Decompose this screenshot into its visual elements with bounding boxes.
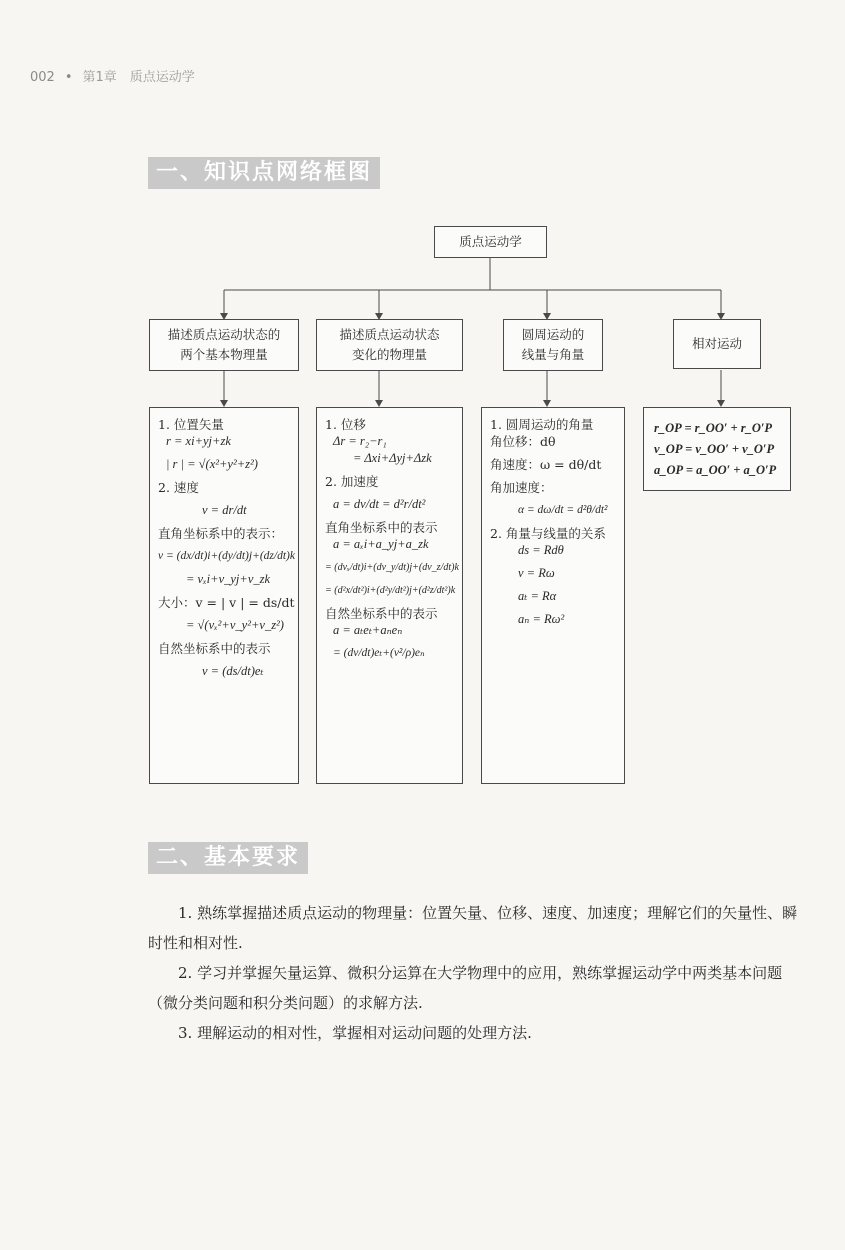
formula: v = (dx/dt)i+(dy/dt)j+(dz/dt)k (158, 550, 295, 562)
detail-box-1 (149, 407, 299, 784)
formula: = Δxi+Δyj+Δzk (353, 451, 432, 465)
formula: v = (ds/dt)eₜ (202, 664, 264, 678)
chapter-title: 第1章 质点运动学 (82, 70, 195, 85)
item: 角位移：dθ (490, 434, 556, 449)
detail-box-4 (643, 407, 791, 491)
requirement-paragraph: 2. 学习并掌握矢量运算、微积分运算在大学物理中的应用，熟练掌握运动学中两类基本问题（微分类问题和积分类问题）的求解方法. (148, 964, 783, 1012)
formula: = (d²x/dt²)i+(d²y/dt²)j+(d²z/dt²)k (325, 585, 456, 596)
branch-node-2 (316, 319, 463, 371)
item: 2. 角量与线量的关系 (490, 526, 606, 541)
branch-3-title-line-2: 线量与角量 (521, 347, 585, 362)
item: 直角坐标系中的表示 (325, 520, 438, 535)
branch-node-4 (673, 319, 761, 369)
item: 2. 加速度 (325, 474, 379, 489)
formula: a = aₓi+a_yj+a_zk (333, 537, 429, 551)
branch-node-1 (149, 319, 299, 371)
branch-2-title-line-2: 变化的物理量 (351, 347, 427, 362)
formula: aₙ = Rω² (518, 612, 565, 626)
formula: a_OP = a_OO′ + a_O′P (654, 463, 777, 477)
section-title-requirements: 二、基本要求 (148, 842, 308, 874)
branch-2-title-line-1: 描述质点运动状态 (339, 327, 440, 342)
item: 自然坐标系中的表示 (325, 606, 438, 621)
item: 大小：v = | v | = ds/dt (158, 595, 295, 610)
item: 1. 圆周运动的角量 (490, 417, 594, 432)
branch-1-title-line-1: 描述质点运动状态的 (167, 327, 281, 342)
detail-box-2 (316, 407, 463, 784)
formula: v = dr/dt (202, 503, 247, 517)
item: 1. 位移 (325, 417, 366, 432)
page-number: 002 (30, 70, 55, 85)
requirement-paragraph: 3. 理解运动的相对性，掌握相对运动问题的处理方法. (178, 1024, 532, 1042)
detail-box-3 (481, 407, 625, 784)
formula: = √(vₓ²+v_y²+v_z²) (186, 618, 284, 632)
item: 角速度：ω = dθ/dt (490, 457, 602, 472)
requirement-paragraph: 1. 熟练掌握描述质点运动的物理量：位置矢量、位移、速度、加速度；理解它们的矢量性、瞬时性和相对性. (148, 904, 798, 952)
requirements-body (148, 898, 808, 1048)
root-node-label: 质点运动学 (459, 234, 522, 249)
formula: = (dv/dt)eₜ+(v²/ρ)eₙ (333, 647, 425, 659)
branch-node-3 (503, 319, 603, 371)
formula: ds = Rdθ (518, 543, 564, 557)
branch-3-title-line-1: 圆周运动的 (521, 327, 585, 342)
formula: v_OP = v_OO′ + v_O′P (654, 442, 775, 456)
item: 直角坐标系中的表示： (158, 526, 284, 541)
item: 角加速度： (490, 480, 553, 495)
formula: aₜ = Rα (518, 589, 557, 603)
root-node (434, 226, 547, 258)
formula: r = xi+yj+zk (166, 434, 231, 448)
formula: v = Rω (518, 566, 555, 580)
section-title-knowledge-map: 一、知识点网络框图 (148, 157, 380, 189)
formula: | r | = √(x²+y²+z²) (166, 457, 258, 471)
formula: a = aₜeₜ+aₙeₙ (333, 623, 403, 637)
item: 1. 位置矢量 (158, 417, 224, 432)
item: 2. 速度 (158, 480, 199, 495)
formula: a = dv/dt = d²r/dt² (333, 497, 426, 511)
branch-1-title-line-2: 两个基本物理量 (180, 347, 268, 362)
branch-4-title: 相对运动 (691, 336, 742, 351)
formula: = (dvₓ/dt)i+(dv_y/dt)j+(dv_z/dt)k (325, 562, 459, 573)
formula: r_OP = r_OO′ + r_O′P (654, 421, 773, 435)
item: 自然坐标系中的表示 (158, 641, 271, 656)
formula: Δr = r₂−r₁ (333, 434, 387, 448)
header-separator: • (64, 70, 73, 85)
formula: α = dω/dt = d²θ/dt² (518, 504, 608, 516)
formula: = vₓi+v_yj+v_zk (186, 572, 271, 586)
